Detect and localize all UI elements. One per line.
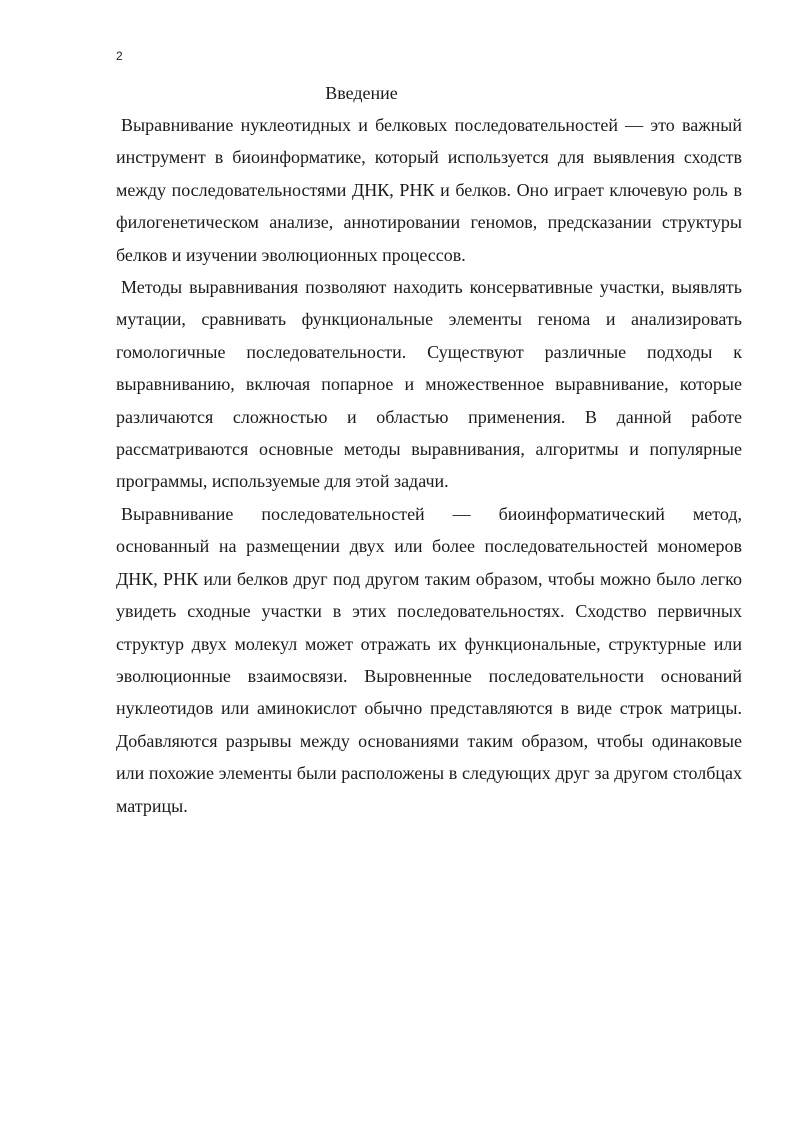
paragraph-intro: Выравнивание нуклеотидных и белковых последовательностей — это важный инструмент в биоинформатике, который используется для выявления сходств между последовательностями ДНК, РНК и белков. Оно играет ключевую роль в филогенетическом анализе, аннотировании геномов, предсказании структуры белков и изучении эволюционных процессов. [116, 115, 742, 265]
paragraph-definition: Выравнивание последовательностей — биоинформатический метод, основанный на размещении двух или более последовательностей мономеров ДНК, РНК или белков друг под другом таким образом, чтобы можно было легко увидеть сходные участки в этих последовательностях. Сходство первичных структур двух молекул может отражать их функциональные, структурные или эволюционные взаимосвязи. Выровненные последовательности оснований нуклеотидов или аминокислот обычно представляются в виде строк матрицы. Добавляются разрывы между основаниями таким образом, чтобы одинаковые или похожие элементы были расположены в следующих друг за другом столбцах матрицы. [116, 503, 742, 816]
section-title: Введение [325, 83, 398, 103]
page-number: 2 [116, 49, 123, 63]
paragraph-methods: Методы выравнивания позволяют находить консервативные участки, выявлять мутации, сравнивать функциональные элементы генома и анализировать гомологичные последовательности. Существуют различные подходы к выравниванию, включая попарное и множественное выравнивание, которые различаются сложностью и областью применения. В данной работе рассматриваются основные методы выравнивания, алгоритмы и популярные программы, используемые для этой задачи. [116, 277, 742, 492]
body-text [116, 109, 742, 822]
